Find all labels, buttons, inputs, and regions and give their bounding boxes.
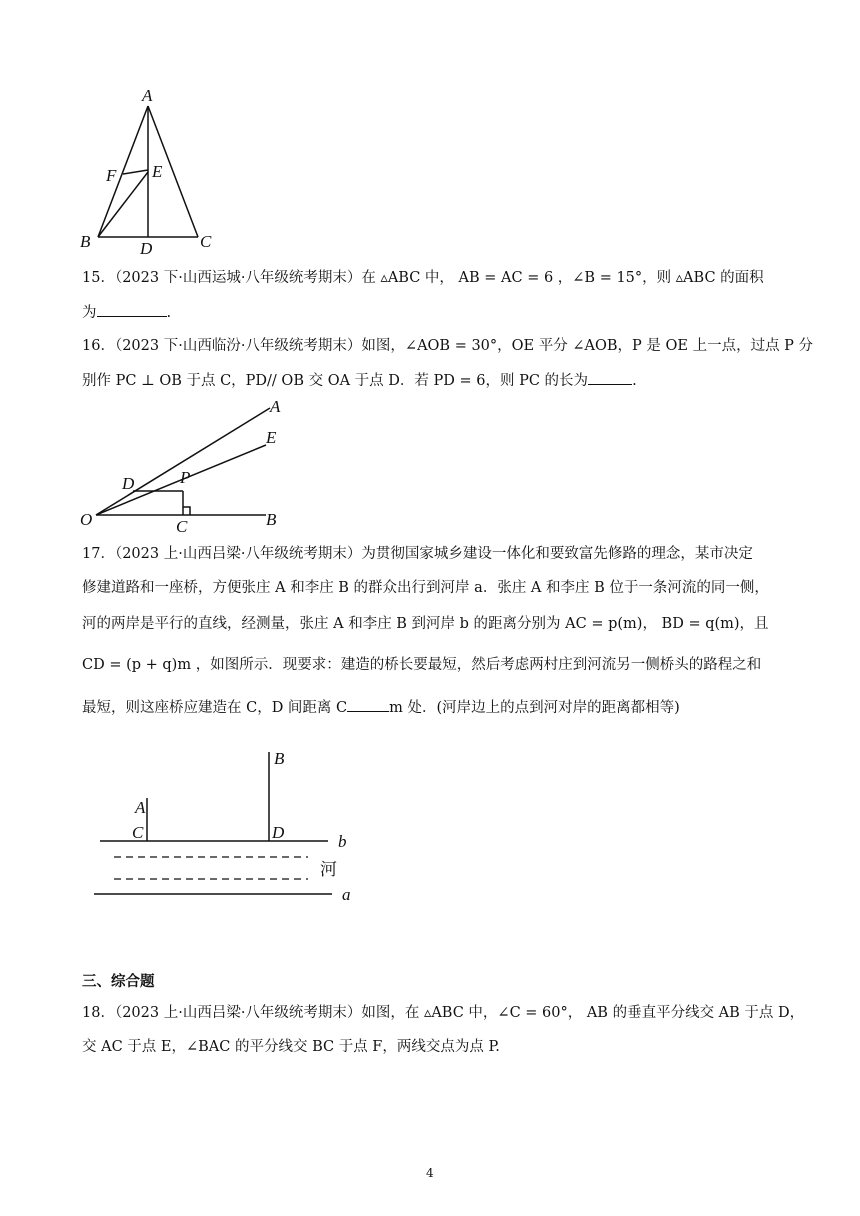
label-b: B xyxy=(266,510,277,529)
q17-answer-blank[interactable] xyxy=(347,697,389,712)
label-p: P xyxy=(180,468,191,487)
label-a: A xyxy=(142,86,153,105)
q17-line4: CD = (p + q)m ，如图所示．现要求：建造的桥长要最短，然后考虑两村庄到河流另一侧桥头的路程之和 xyxy=(82,657,762,673)
label-c: C xyxy=(200,232,212,251)
label-c: C xyxy=(132,823,144,842)
q16-prefix: 别作 PC ⊥ OB 于点 C，PD// OB 交 OA 于点 D．若 PD = 6，则 PC 的长为 xyxy=(82,373,589,389)
label-a: A xyxy=(270,397,281,416)
segment-fe xyxy=(123,170,148,174)
label-d: D xyxy=(272,823,285,842)
q15-line2 xyxy=(82,302,171,323)
q16-answer-blank[interactable] xyxy=(588,370,632,385)
label-bank-b: b xyxy=(338,832,347,851)
label-e: E xyxy=(266,428,277,447)
angle-figure xyxy=(76,392,296,538)
label-d: D xyxy=(140,239,153,258)
label-b-point: B xyxy=(274,749,285,768)
q15-suffix: . xyxy=(166,305,172,321)
label-o: O xyxy=(80,510,93,529)
river-figure xyxy=(86,744,366,914)
page-number: 4 xyxy=(426,1166,434,1180)
q17-line1: 17．（2023 上·山西吕梁·八年级统考期末）为贯彻国家城乡建设一体化和要致富先修路的理念，某市决定 xyxy=(82,546,753,562)
label-d: D xyxy=(122,474,135,493)
triangle-figure xyxy=(76,84,226,260)
q16-line2 xyxy=(82,370,637,391)
label-a-point: A xyxy=(135,798,146,817)
q17-line3: 河的两岸是平行的直线，经测量，张庄 A 和李庄 B 到河岸 b 的距离分别为 AC = p(m)， BD = q(m)，且 xyxy=(82,616,769,632)
label-b: B xyxy=(80,232,91,251)
q16-suffix: . xyxy=(632,373,637,389)
q17-suffix: m 处．(河岸边上的点到河对岸的距离都相等) xyxy=(389,700,680,716)
q17-prefix: 最短，则这座桥应建造在 C，D 间距离 C xyxy=(82,700,348,716)
section-title: 三、综合题 xyxy=(82,973,155,990)
q17-line5 xyxy=(82,697,680,718)
label-bank-a: a xyxy=(342,885,351,904)
right-angle-mark xyxy=(183,507,190,515)
q16-line1: 16．（2023 下·山西临汾·八年级统考期末）如图，∠AOB = 30°，OE 平分 ∠AOB，P 是 OE 上一点，过点 P 分 xyxy=(82,338,814,354)
label-e: E xyxy=(152,162,163,181)
label-c: C xyxy=(176,517,188,536)
q15-answer-blank[interactable] xyxy=(97,302,167,317)
q18-line2: 交 AC 于点 E，∠BAC 的平分线交 BC 于点 F，两线交点为点 P. xyxy=(82,1039,500,1055)
q15-line1: 15．（2023 下·山西运城·八年级统考期末）在 ▵ABC 中， AB = AC = 6 ，∠B = 15°，则 ▵ABC 的面积 xyxy=(82,270,764,286)
q17-line2: 修建道路和一座桥，方便张庄 A 和李庄 B 的群众出行到河岸 a．张庄 A 和李庄 B 位于一条河流的同一侧， xyxy=(82,580,769,596)
label-f: F xyxy=(106,166,117,185)
label-river: 河 xyxy=(320,860,337,879)
q15-prefix: 为 xyxy=(82,305,97,321)
q18-line1: 18．（2023 上·山西吕梁·八年级统考期末）如图，在 ▵ABC 中，∠C = 60°， AB 的垂直平分线交 AB 于点 D， xyxy=(82,1005,805,1021)
